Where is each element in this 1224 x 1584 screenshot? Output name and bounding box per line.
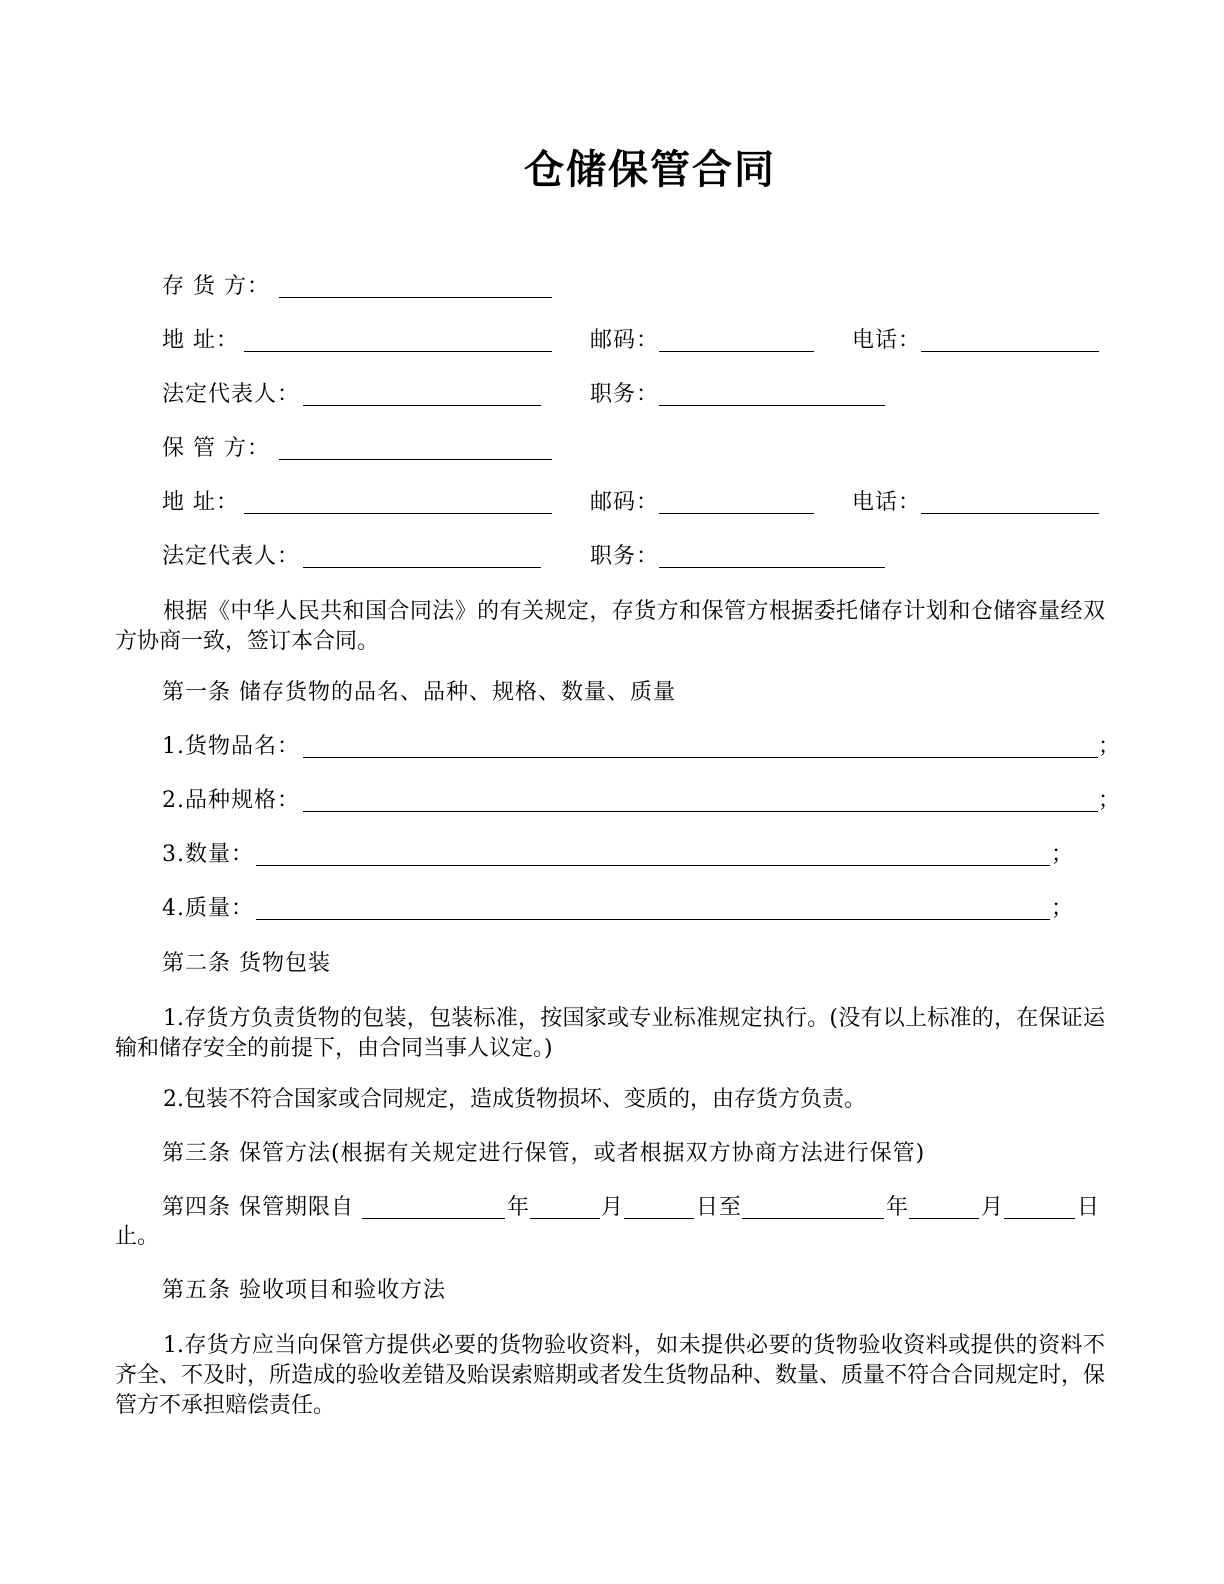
variety-spec-field[interactable] (303, 811, 1098, 812)
party-a-zip-field[interactable] (659, 351, 814, 352)
party-b-phone-label: 电话： (852, 490, 922, 515)
article5-heading: 第五条 验收项目和验收方法 (162, 1278, 446, 1303)
intro-paragraph: 根据《中华人民共和国合同法》的有关规定，存货方和保管方根据委托储存计划和仓储容量经双方协商一致，签订本合同。 (115, 599, 1105, 654)
end-day-field[interactable] (1004, 1218, 1075, 1219)
party-b-position-label: 职务： (590, 544, 660, 569)
party-a-rep-field[interactable] (303, 405, 541, 406)
quantity-field[interactable] (256, 865, 1050, 866)
party-a-phone-field[interactable] (921, 351, 1099, 352)
article2-paragraph-1: 1.存货方负责货物的包装，包装标准，按国家或专业标准规定执行。(没有以上标准的，在保证运输和储存安全的前提下，由合同当事人议定。) (115, 1006, 1105, 1061)
goods-name-field[interactable] (303, 757, 1098, 758)
article4-prefix: 第四条 保管期限自 (162, 1195, 354, 1220)
document-title: 仓储保管合同 (524, 147, 776, 193)
article5-paragraph-1: 1.存货方应当向保管方提供必要的货物验收资料，如未提供必要的货物验收资料或提供的资料不齐全、不及时，所造成的验收差错及贻误索赔期或者发生货物品种、数量、质量不符合合同规定时，保管方不承担赔偿责任。 (115, 1333, 1106, 1418)
party-b-rep-label: 法定代表人： (162, 544, 301, 569)
article1-item1-label: 1.货物品名： (162, 734, 300, 759)
article4-day-end-label: 日 (1077, 1195, 1100, 1220)
party-b-phone-field[interactable] (921, 513, 1099, 514)
party-a-zip-label: 邮码： (590, 328, 660, 353)
party-b-zip-label: 邮码： (590, 490, 660, 515)
article1-item1-terminator: ； (1098, 734, 1121, 759)
party-a-position-label: 职务： (590, 382, 660, 407)
party-a-rep-label: 法定代表人： (162, 382, 301, 407)
article2-heading: 第二条 货物包装 (162, 951, 331, 976)
party-b-name-label: 保 管 方： (162, 436, 270, 461)
article1-item4-label: 4.质量： (162, 896, 254, 921)
end-year-field[interactable] (742, 1218, 884, 1219)
end-month-field[interactable] (909, 1218, 979, 1219)
party-b-rep-field[interactable] (303, 567, 541, 568)
party-b-address-label: 地 址： (162, 490, 239, 515)
article4-year-label: 年 (507, 1195, 530, 1220)
article4-month-label: 月 (601, 1195, 624, 1220)
article4-end: 止。 (115, 1224, 160, 1249)
article1-item3-terminator: ； (1051, 842, 1074, 867)
article2-paragraph-2: 2.包装不符合国家或合同规定，造成货物损坏、变质的，由存货方负责。 (163, 1087, 866, 1112)
party-a-address-label: 地 址： (162, 328, 239, 353)
party-b-position-field[interactable] (659, 567, 885, 568)
party-a-name-label: 存 货 方： (162, 274, 270, 299)
article1-item2-label: 2.品种规格： (162, 788, 300, 813)
party-b-name-field[interactable] (279, 459, 552, 460)
party-b-address-field[interactable] (244, 513, 552, 514)
article4-day-to-label: 日至 (696, 1195, 743, 1220)
article1-heading: 第一条 储存货物的品名、品种、规格、数量、质量 (162, 680, 676, 705)
article1-item3-label: 3.数量： (162, 842, 254, 867)
start-month-field[interactable] (530, 1218, 600, 1219)
article1-item4-terminator: ； (1051, 896, 1074, 921)
party-a-address-field[interactable] (244, 351, 552, 352)
party-a-position-field[interactable] (659, 405, 885, 406)
start-year-field[interactable] (362, 1218, 505, 1219)
article1-item2-terminator: ； (1098, 788, 1121, 813)
article4-year2-label: 年 (886, 1195, 909, 1220)
party-a-phone-label: 电话： (852, 328, 922, 353)
start-day-field[interactable] (624, 1218, 694, 1219)
article3-heading: 第三条 保管方法(根据有关规定进行保管，或者根据双方协商方法进行保管) (162, 1141, 926, 1166)
party-b-zip-field[interactable] (659, 513, 814, 514)
quality-field[interactable] (256, 919, 1050, 920)
party-a-name-field[interactable] (279, 297, 552, 298)
article4-month2-label: 月 (981, 1195, 1004, 1220)
